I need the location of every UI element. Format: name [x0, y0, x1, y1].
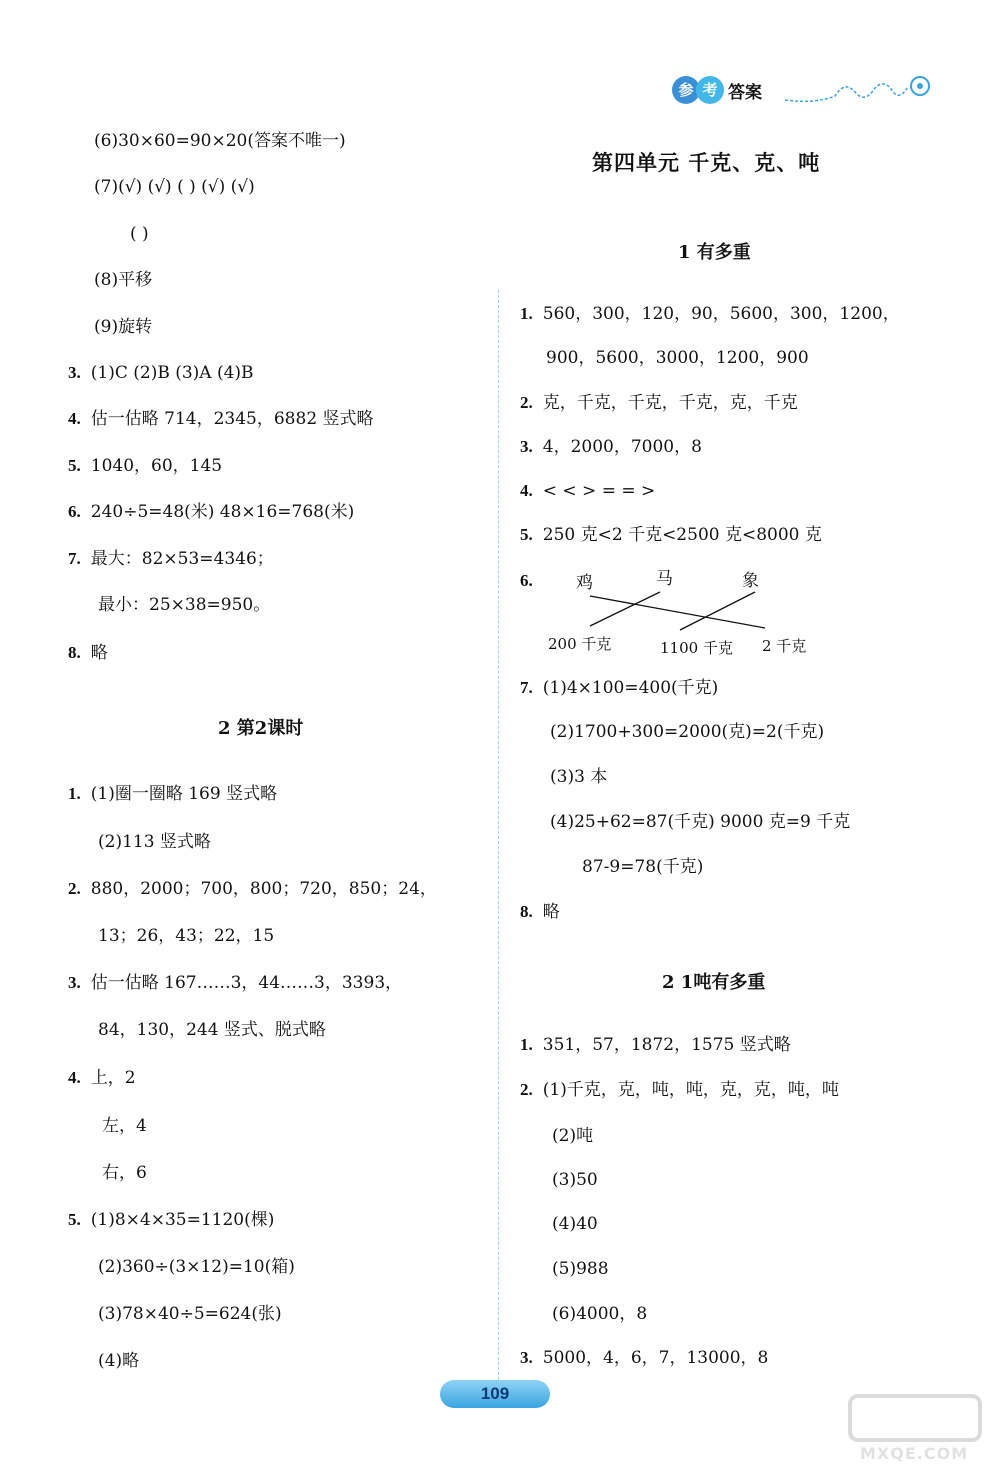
answer-line: 最小：25×38=950。 — [98, 595, 271, 615]
match-label-horse: 马 — [656, 569, 673, 589]
answer-text: 估一估略 714，2345，6882 竖式略 — [90, 409, 374, 429]
answer-line: (7)(√) (√) ( ) (√) (√) — [94, 177, 255, 197]
question-8 — [68, 642, 108, 664]
match-weight-200kg: 200 千克 — [548, 635, 612, 653]
question-5 — [68, 1209, 274, 1231]
answer-line: 84，130，244 竖式、脱式略 — [98, 1020, 326, 1040]
match-label-chicken: 鸡 — [576, 573, 593, 593]
badge-char-1: 参 — [672, 76, 700, 104]
question-number: 1. — [520, 1035, 533, 1054]
question-1 — [520, 303, 900, 325]
question-3 — [520, 436, 702, 458]
answer-text: 4，2000，7000，8 — [542, 437, 702, 457]
watermark-text: MXQE.COM — [860, 1444, 969, 1463]
answer-text: 估一估略 167……3，44……3，3393， — [90, 973, 403, 993]
column-divider — [498, 290, 499, 1390]
answer-line: 右，6 — [102, 1163, 147, 1183]
answer-line: (3)3 本 — [550, 767, 608, 787]
question-3 — [68, 362, 254, 384]
match-label-elephant: 象 — [742, 571, 759, 591]
answer-text: 略 — [90, 643, 108, 663]
answer-text: 克，千克，千克，千克，克，千克 — [542, 393, 798, 413]
question-8 — [520, 901, 560, 923]
answer-line: (2)360÷(3×12)=10(箱) — [98, 1257, 295, 1277]
question-6 — [520, 570, 543, 592]
question-5 — [520, 524, 822, 546]
answer-text: 240÷5=48(米) 48×16=768(米) — [90, 502, 355, 522]
reference-answer-badge — [672, 76, 762, 104]
section-heading: 2 第2课时 — [218, 718, 304, 739]
question-number: 2. — [68, 879, 81, 898]
answer-text: 351，57，1872，1575 竖式略 — [542, 1035, 791, 1055]
answer-line: (2)吨 — [552, 1126, 594, 1146]
answer-text: 略 — [542, 902, 560, 922]
unit-title: 第四单元 千克、克、吨 — [592, 150, 821, 175]
decorative-swirl-icon — [785, 70, 935, 110]
question-number: 4. — [520, 481, 533, 500]
question-number: 8. — [520, 902, 533, 921]
question-number: 4. — [68, 1068, 81, 1087]
question-1 — [520, 1034, 791, 1056]
answer-text: 560，300，120，90，5600，300，1200， — [542, 304, 900, 324]
question-number: 3. — [68, 363, 81, 382]
answer-text: 1040，60，145 — [90, 456, 223, 476]
answer-line: (4)25+62=87(千克) 9000 克=9 千克 — [550, 812, 851, 832]
question-number: 1. — [520, 304, 533, 323]
question-number: 6. — [520, 571, 533, 590]
answer-text: 5000，4，6，7，13000，8 — [542, 1348, 769, 1368]
question-number: 3. — [520, 1348, 533, 1367]
question-4 — [68, 408, 374, 430]
answer-line: (2)113 竖式略 — [98, 832, 211, 852]
question-number: 1. — [68, 784, 81, 803]
answer-line: 87-9=78(千克) — [582, 857, 704, 877]
question-number: 2. — [520, 393, 533, 412]
answer-line: (6)4000，8 — [552, 1304, 648, 1324]
question-3 — [520, 1347, 768, 1369]
page-number: 109 — [440, 1380, 550, 1408]
answer-text: 最大：82×53=4346； — [90, 549, 274, 569]
answer-text: 880，2000；700，800；720，850；24， — [90, 879, 437, 899]
answer-line: (4)40 — [552, 1214, 598, 1234]
match-weight-1100kg: 1100 千克 — [660, 639, 733, 657]
answer-text: (1)C (2)B (3)A (4)B — [90, 363, 254, 383]
section-heading: 2 1吨有多重 — [662, 972, 766, 993]
answer-line: (3)50 — [552, 1170, 598, 1190]
question-number: 3. — [520, 437, 533, 456]
answer-line: (3)78×40÷5=624(张) — [98, 1304, 282, 1324]
question-5 — [68, 455, 222, 477]
question-number: 5. — [68, 1210, 81, 1229]
question-number: 7. — [68, 549, 81, 568]
question-number: 8. — [68, 643, 81, 662]
match-line-horse — [590, 592, 660, 626]
question-4 — [520, 480, 655, 502]
watermark-logo — [840, 1390, 990, 1470]
answer-text: (1)4×100=400(千克) — [542, 678, 719, 698]
answer-line: 900，5600，3000，1200，900 — [546, 348, 809, 368]
answer-line: (9)旋转 — [94, 317, 153, 337]
answer-line: (8)平移 — [94, 270, 153, 290]
question-number: 7. — [520, 678, 533, 697]
question-number: 4. — [68, 409, 81, 428]
section-heading: 1 有多重 — [678, 242, 751, 263]
answer-text: (1)8×4×35=1120(棵) — [90, 1210, 275, 1230]
match-weight-2kg: 2 千克 — [762, 637, 807, 655]
badge-char-2: 考 — [696, 76, 724, 104]
question-4 — [68, 1067, 136, 1089]
answer-line: (4)略 — [98, 1351, 140, 1371]
answer-line: (6)30×60=90×20(答案不唯一) — [94, 131, 346, 151]
question-number: 3. — [68, 973, 81, 992]
answer-line: 左，4 — [102, 1116, 147, 1136]
question-6 — [68, 501, 354, 523]
question-2 — [520, 392, 798, 414]
question-7 — [68, 548, 274, 570]
watermark-stamp-icon — [840, 1390, 990, 1446]
answer-text: (1)圈一圈略 169 竖式略 — [90, 784, 278, 804]
answer-text: (1)千克，克，吨，吨，克，克，吨，吨 — [542, 1080, 839, 1100]
question-2 — [520, 1079, 839, 1101]
badge-label: 答案 — [728, 82, 762, 103]
answer-text: < < > = = > — [542, 481, 656, 501]
answer-line: (2)1700+300=2000(克)=2(千克) — [550, 722, 825, 742]
question-number: 6. — [68, 502, 81, 521]
question-number: 5. — [520, 525, 533, 544]
question-1 — [68, 783, 277, 805]
answer-line: ( ) — [130, 224, 149, 244]
question-2 — [68, 878, 437, 900]
answer-line: 13；26，43；22，15 — [98, 926, 275, 946]
answer-text: 250 克<2 千克<2500 克<8000 克 — [542, 525, 822, 545]
answer-text: 上，2 — [90, 1068, 136, 1088]
question-7 — [520, 677, 718, 699]
answer-line: (5)988 — [552, 1259, 609, 1279]
question-3 — [68, 972, 402, 994]
question-number: 5. — [68, 456, 81, 475]
question-number: 2. — [520, 1080, 533, 1099]
